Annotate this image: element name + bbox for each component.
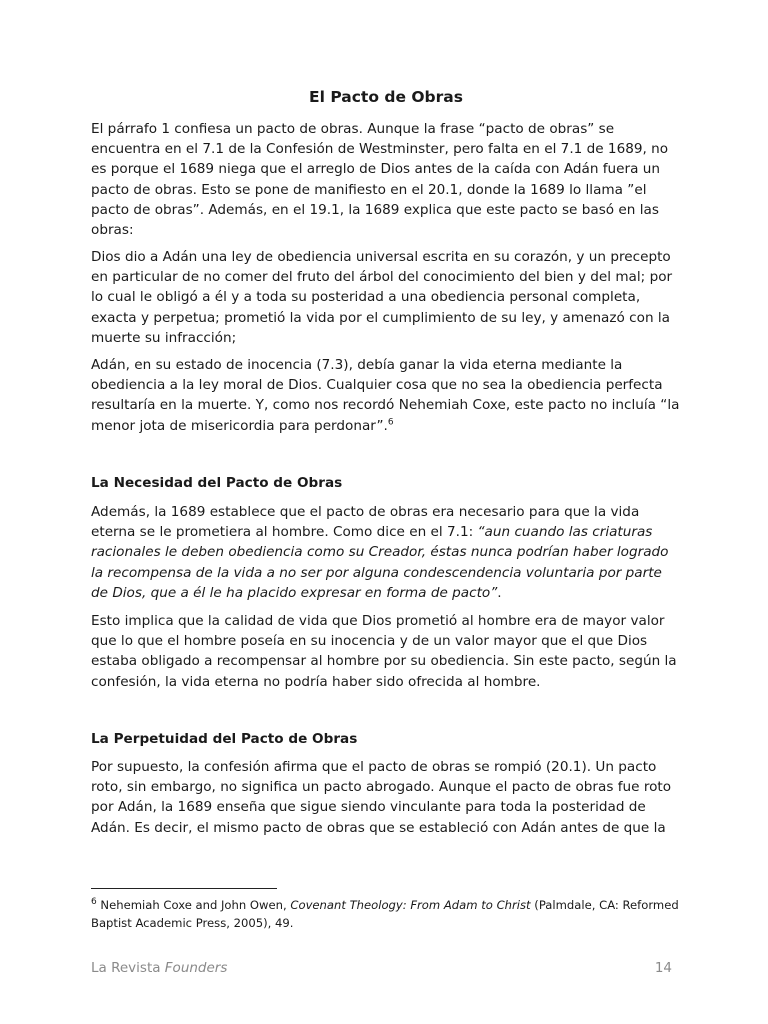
footnote-book-title: Covenant Theology: From Adam to Christ [290,898,531,912]
necesidad-paragraph-1 [91,502,681,603]
intro-text-2: Dios dio a Adán una ley de obediencia universal escrita en su corazón, y un precepto en particular de no comer del fruto del árbol del conocimiento del bien y del mal; por lo cual le obligó a él y a toda su posteridad a una obediencia personal completa, exacta y perpetua; prometió la vida por el cumplimiento de su ley, y amenazó con la muerte su infracción; [91,249,673,346]
perpetuidad-paragraph-1 [91,757,681,838]
footnote-6 [91,897,687,932]
section-perpetuidad [91,729,681,749]
intro-text-3 [91,355,681,436]
necesidad-text-1-end: . [497,584,502,601]
footnote-text-after: (Palmdale, CA: Reformed Baptist Academic Press, 2005), 49. [91,898,679,930]
page-title: El Pacto de Obras [309,88,463,106]
footnote-ref-6[interactable]: 6 [387,417,394,428]
intro-text-3-body: Adán, en su estado de inocencia (7.3), debía ganar la vida eterna mediante la obediencia a la ley moral de Dios. Cualquier cosa que no sea la obediencia perfecta resultaría en la muerte. Y, como nos recordó Nehemiah Coxe, este pacto no incluía “la menor jota de misericordia para perdonar”. [91,357,680,434]
footnote-text-before: Nehemiah Coxe and John Owen, [96,898,291,912]
footer-magazine-name: Founders [164,960,228,976]
footer-magazine-title [91,960,227,976]
intro-paragraph-3 [91,355,681,436]
necesidad-paragraph-2 [91,611,681,692]
intro-paragraph-2 [91,247,681,348]
intro-text-1: El párrafo 1 confiesa un pacto de obras. Aunque la frase “pacto de obras” se encuentra en el 7.1 de la Confesión de Westminster, pero falta en el 7.1 de 1689, no es porque el 1689 niega que el arreglo de Dios antes de la caída con Adán fuera un pacto de obras. Esto se pone de manifiesto en el 20.1, donde la 1689 lo llama ”el pacto de obras”. Además, en el 19.1, la 1689 explica que este pacto se basó en las obras: [91,121,669,239]
footnote-number: 6 [91,897,97,908]
section-necesidad [91,473,681,493]
section-heading-perpetuidad: La Perpetuidad del Pacto de Obras [91,731,358,747]
necesidad-text-1 [91,502,681,603]
section-heading-necesidad: La Necesidad del Pacto de Obras [91,475,343,491]
intro-paragraph-1 [91,119,681,240]
page-number: 14 [654,960,672,976]
necesidad-text-1-lead: Además, la 1689 establece que el pacto de obras era necesario para que la vida eterna se le prometiera al hombre. Como dice en el 7.1: [91,504,640,541]
perpetuidad-text-1: Por supuesto, la confesión afirma que el pacto de obras se rompió (20.1). Un pacto roto, sin embargo, no significa un pacto abrogado. Aunque el pacto de obras fue roto por Adán, la 1689 enseña que sigue siendo vinculante para toda la posteridad de Adán. Es decir, el mismo pacto de obras que se estableció con Adán antes de que la [91,759,672,836]
footer-magazine-prefix: La Revista [91,960,165,976]
necesidad-text-2: Esto implica que la calidad de vida que Dios prometió al hombre era de mayor valor que lo que el hombre poseía en su inocencia y de un valor mayor que el que Dios estaba obligado a recompensar al hombre por su obediencia. Sin este pacto, según la confesión, la vida eterna no podría haber sido ofrecida al hombre. [91,613,677,690]
confession-quote-7-1: “aun cuando las criaturas racionales le deben obediencia como su Creador, éstas nunca podrían haber logrado la recompensa de la vida a no ser por alguna condescendencia voluntaria por parte de Dios, que a él le ha placido expresar en forma de pacto” [91,524,669,601]
footnote-divider [91,888,277,889]
